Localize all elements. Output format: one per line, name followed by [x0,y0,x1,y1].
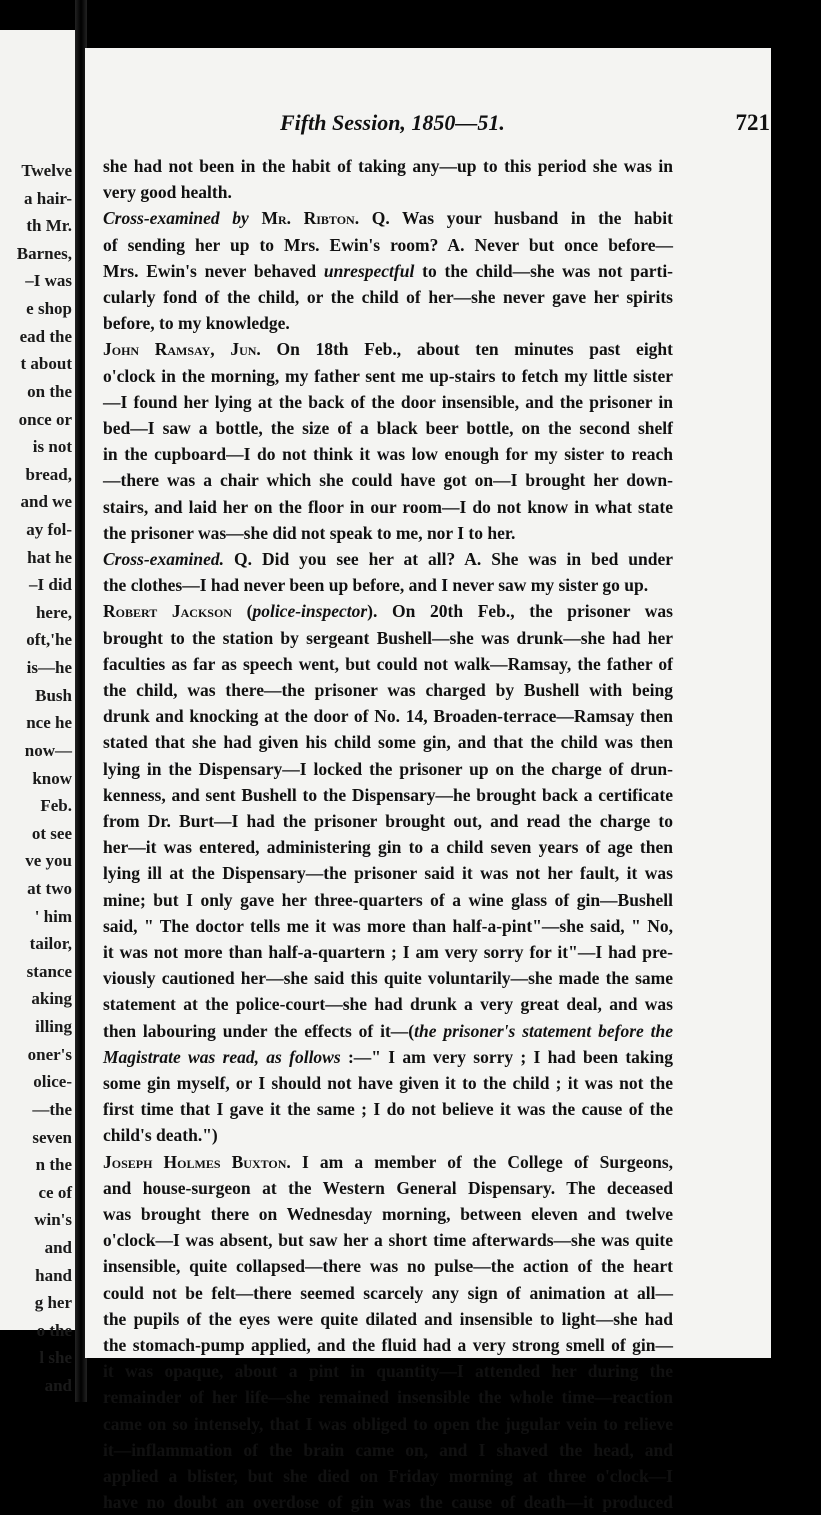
text-segment: statement at the police-court—she had drunk a very great deal, and was [103,994,673,1015]
text-segment: and house-surgeon at the Western General Dispensary. The deceased [103,1177,673,1198]
left-page-line: Barnes, [16,243,72,263]
text-line [103,546,673,572]
text-segment: some gin myself, or I should not have given it to the child ; it was not the [103,1073,673,1093]
text-segment: have no doubt an overdose of gin was the cause of death—it produced [103,1492,673,1513]
left-page-fragment [0,30,81,1396]
left-page-line: know [32,768,72,788]
text-segment: mine; but I only gave her three-quarters of a wine glass of gin—Bushell [103,889,673,910]
left-page-line: a hair- [23,188,72,208]
text-segment: cularly fond of the child, or the child of her—she never gave her spirits [103,287,673,307]
left-page-line: is—he [26,658,72,678]
left-page-line: oft,'he [26,630,72,650]
text-segment: the stomach-pump applied, and the fluid had a very strong smell of gin— [103,1335,673,1355]
text-line [103,1358,673,1384]
left-page-line: and we [20,492,72,512]
text-line [103,1122,673,1148]
left-page-line: ay fol- [26,519,72,539]
left-page-line: ead the [19,326,72,346]
text-segment: Mrs. Ewin's never behaved [103,260,324,281]
text-line [103,1253,673,1279]
text-line [103,232,673,258]
text-segment: could not be felt—there seemed scarcely any sign of animation at all— [103,1282,673,1303]
text-line [103,782,673,808]
text-segment: to the child—she was not parti- [414,260,674,281]
text-segment: John Ramsay, Jun. [103,339,261,360]
text-line [103,179,673,205]
text-segment: child's death.") [103,1125,218,1146]
text-line [103,467,673,493]
text-segment: Q. Was your husband in the habit [359,208,673,229]
text-segment: lying in the Dispensary—I locked the prisoner up on the charge of drun- [103,758,673,779]
left-page-line: nce he [26,713,72,733]
text-line [103,991,673,1017]
text-segment: Magistrate was read, as follows [103,1046,341,1067]
left-page-line: ce of [38,1182,72,1202]
text-line [103,310,673,336]
text-segment: of sending her up to Mrs. Ewin's room? A. Never but once before— [103,234,673,255]
text-line [103,205,673,231]
left-page-line: n the [35,1155,72,1175]
text-segment: o'clock—I was absent, but saw her a short time afterwards—she was quite [103,1230,673,1251]
text-segment: the child, was there—the prisoner was charged by Bushell with being [103,680,673,700]
text-segment: before, to my knowledge. [103,313,290,334]
text-line [103,441,673,467]
text-segment: applied a blister, but she died on Friday morning at three o'clock—I [103,1466,673,1486]
text-segment: —there was a chair which she could have got on—I brought her down- [103,470,673,491]
text-line [103,913,673,939]
text-line [103,1070,673,1096]
text-line [103,1227,673,1253]
session-title: Fifth Session, 1850—51. [280,110,505,135]
text-segment: drunk and knocking at the door of No. 14, Broaden-terrace—Ramsay then [103,706,673,727]
text-line [103,258,673,284]
text-line [103,1411,673,1437]
text-line [103,834,673,860]
text-segment: insensible, quite collapsed—there was no pulse—the action of the heart [103,1256,673,1277]
left-page-line: e shop [26,299,72,319]
text-segment: Q. Did you see her at all? A. She was in bed under [224,549,673,569]
left-page-line: stance [26,961,72,981]
text-segment: Joseph Holmes Buxton. [103,1151,291,1172]
left-page-line: —the [32,1099,72,1119]
text-segment: the clothes—I had never been up before, and I never saw my sister go up. [103,575,649,596]
text-line [103,651,673,677]
left-page-line: seven [32,1127,72,1147]
text-segment: stairs, and laid her on the floor in our room—I do not know in what state [103,496,673,517]
left-page-line: ' him [34,906,72,926]
text-line [103,1149,673,1175]
text-segment: Cross-examined. [103,549,225,569]
text-segment: it—inflammation of the brain came on, and I shaved the head, and [103,1439,673,1460]
text-line [103,625,673,651]
text-segment: Cross-examined by [103,208,262,229]
left-page-line: Feb. [40,796,72,816]
left-page-line: Bush [35,685,72,705]
text-line [103,1044,673,1070]
text-segment: kenness, and sent Bushell to the Dispensary—he brought back a certificate [103,784,673,805]
text-segment: it was not more than half-a-quartern ; I am very sorry for it"—I had pre- [103,942,673,962]
left-page-line: tailor, [29,934,72,954]
text-segment: the prisoner's statement before the [414,1020,673,1041]
text-line [103,860,673,886]
text-segment: Mr. Ribton. [261,208,360,229]
text-line [103,1437,673,1463]
text-segment: the prisoner was—she did not speak to me, nor I to her. [103,522,516,543]
left-page-line: hand [35,1265,72,1285]
text-line [103,939,673,965]
text-line [103,808,673,834]
left-page-line: now— [24,740,72,760]
text-segment: I am a member of the College of Surgeons, [290,1151,674,1172]
left-page-line: o the [36,1320,72,1340]
text-line [103,1018,673,1044]
text-segment: viously cautioned her—she said this quite voluntarily—she made the same [103,968,673,989]
text-segment: stated that she had given his child some gin, and that the child was then [103,732,673,753]
text-line [103,494,673,520]
text-line [103,1463,673,1489]
left-page-line: hat he [27,547,72,567]
text-segment: she had not been in the habit of taking any—up to this period she was in [103,156,673,176]
text-segment: very good health. [103,182,232,203]
text-line [103,1096,673,1122]
text-segment: was brought there on Wednesday morning, between eleven and twelve [103,1204,673,1224]
left-page-line: –I was [25,271,72,291]
text-line [103,965,673,991]
left-page-line: once or [18,409,72,429]
text-line [103,729,673,755]
text-line [103,598,673,624]
left-page-line: –I did [29,575,72,595]
text-segment: bed—I saw a bottle, the size of a black beer bottle, on the second shelf [103,418,673,438]
running-header [280,110,770,140]
page-number: 721 [735,110,770,135]
text-line [103,336,673,362]
left-page-line: win's [34,1210,72,1230]
text-line [103,703,673,729]
text-segment: the pupils of the eyes were quite dilated and insensible to light—she had [103,1308,673,1329]
left-page-line: ot see [31,823,72,843]
left-page-line: olice- [33,1072,72,1092]
text-line [103,415,673,441]
text-line [103,1306,673,1332]
left-page-line: bread, [25,464,72,484]
left-page-line: here, [35,602,72,622]
text-line [103,363,673,389]
text-line [103,887,673,913]
left-page-line: and [44,1237,72,1257]
text-segment: police-inspector [252,601,368,622]
text-line [103,1175,673,1201]
text-line [103,1332,673,1358]
right-page [85,48,771,1513]
text-segment: Robert Jackson [103,601,232,622]
text-segment: ). On 20th Feb., the prisoner was [367,601,673,622]
text-segment: it was opaque, about a pint in quantity—I attended her during the [103,1361,673,1382]
left-page-line: illing [35,1017,72,1037]
text-segment: her—it was entered, administering gin to a child seven years of age then [103,837,673,858]
text-line [103,389,673,415]
left-page-line: at two [27,878,72,898]
left-page-line: l she [39,1348,72,1368]
text-line [103,1489,673,1515]
text-segment: lying ill at the Dispensary—the prisoner said it was not her fault, it was [103,863,673,884]
text-segment: brought to the station by sergeant Bushell—she was drunk—she had her [103,627,673,648]
left-page-line: ve you [25,851,72,871]
text-segment: said, " The doctor tells me it was more than half-a-pint"—she said, " No, [103,915,673,936]
left-page-line: t about [20,354,72,374]
text-segment: remainder of her life—she remained insensible the whole time—reaction [103,1387,673,1408]
left-page-line: is not [32,437,72,457]
text-line [103,756,673,782]
text-segment: unrespectful [323,260,415,281]
text-line [103,284,673,310]
text-segment: then labouring under the effects of it—( [103,1020,415,1041]
text-line [103,1384,673,1410]
text-segment: first time that I gave it the same ; I do not believe it was the cause of the [103,1099,673,1120]
text-line [103,520,673,546]
left-page-line: oner's [27,1044,72,1064]
text-line [103,1201,673,1227]
left-page-line: g her [34,1293,72,1313]
text-line [103,677,673,703]
text-segment: in the cupboard—I do not think it was low enough for my sister to reach [103,444,673,465]
text-segment: On 18th Feb., about ten minutes past eight [260,339,673,360]
left-page-line: Twelve [21,161,72,180]
text-line [103,572,673,598]
text-segment: —I found her lying at the back of the door insensible, and the prisoner in [103,391,673,412]
left-page-line: and [44,1376,72,1396]
text-segment: o'clock in the morning, my father sent me up-stairs to fetch my little sister [103,365,673,386]
text-segment: ( [231,601,253,622]
text-segment: faculties as far as speech went, but could not walk—Ramsay, the father of [103,653,673,674]
text-segment: came on so intensely, that I was obliged to open the jugular vein to relieve [103,1413,673,1434]
left-page-line: on the [27,381,72,401]
text-line [103,153,673,179]
text-segment: from Dr. Burt—I had the prisoner brought out, and read the charge to [103,811,673,831]
text-segment: :—" I am very sorry ; I had been taking [340,1046,673,1067]
left-page-line: aking [31,989,72,1009]
text-line [103,1280,673,1306]
left-page-line: th Mr. [26,216,72,236]
